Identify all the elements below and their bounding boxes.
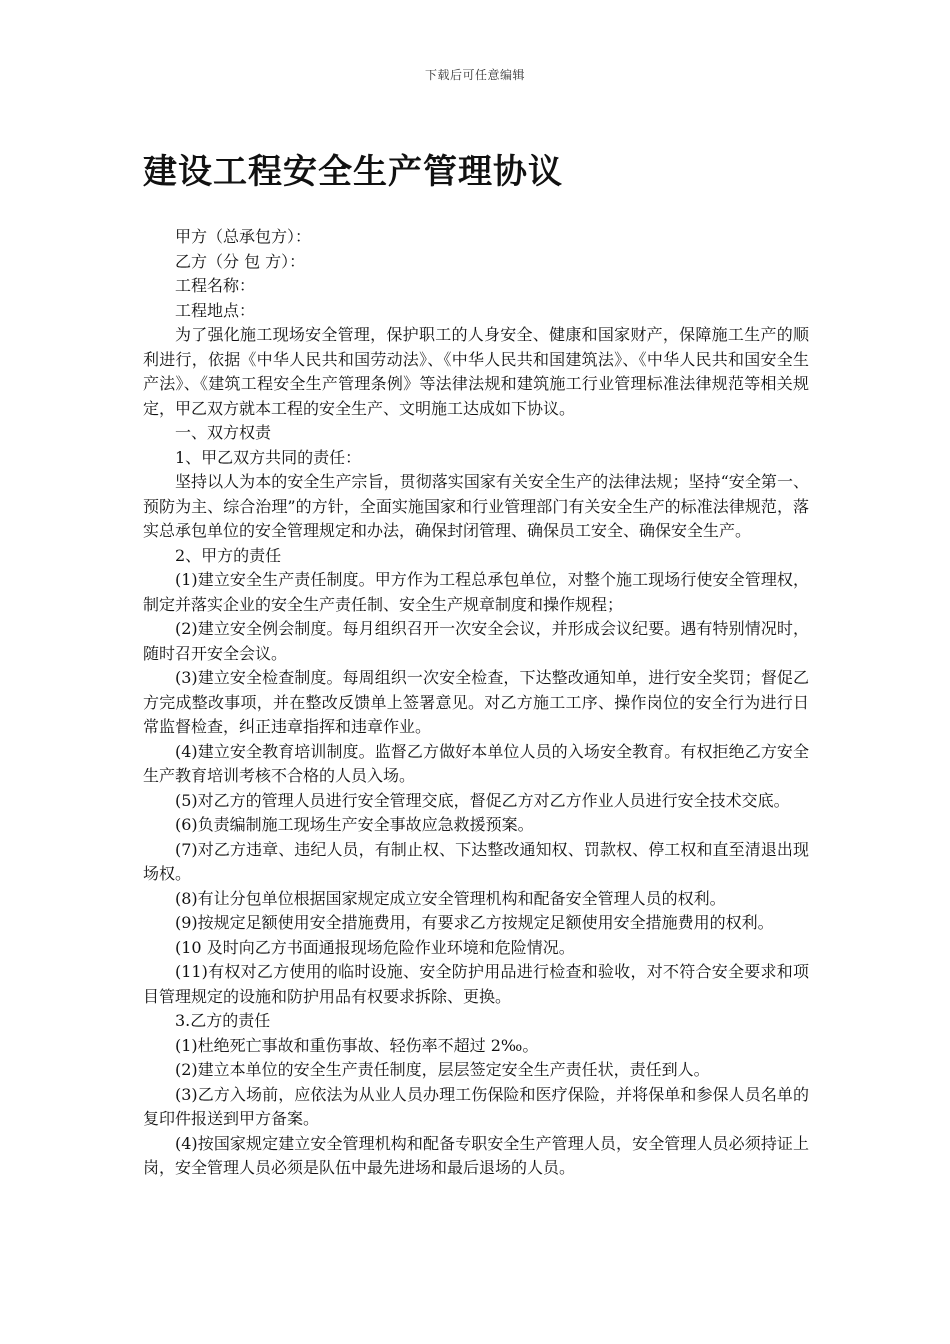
subsection-heading-party-a: 2、甲方的责任 [175,545,282,565]
joint-responsibility-paragraph: 坚持以人为本的安全生产宗旨，贯彻落实国家有关安全生产的法律法规；坚持“安全第一、预防为主、综合治理”的方针，全面实施国家和行业管理部门有关安全生产的标准法律规范，落实总承包单位的安全管理规定和办法，确保封闭管理、确保员工安全、确保安全生产。 [143,472,809,540]
clause-paragraph: (3)建立安全检查制度。每周组织一次安全检查，下达整改通知单，进行安全奖罚；督促乙方完成整改事项，并在整改反馈单上签署意见。对乙方施工工序、操作岗位的安全行为进行日常监督检查，纠正违章指挥和违章作业。 [143,668,809,736]
party-a-line: 甲方（总承包方）： [175,227,312,246]
clause-paragraph: (4)按国家规定建立安全管理机构和配备专职安全生产管理人员，安全管理人员必须持证上岗，安全管理人员必须是队伍中最先进场和最后退场的人员。 [143,1133,809,1177]
clause-paragraph: (7)对乙方违章、违纪人员，有制止权、下达整改通知权、罚款权、停工权和直至清退出现场权。 [143,839,809,883]
clause-paragraph: (1)建立安全生产责任制度。甲方作为工程总承包单位，对整个施工现场行使安全管理权，制定并落实企业的安全生产责任制、安全生产规章制度和操作规程； [143,570,809,614]
clause-paragraph: (2)建立安全例会制度。每月组织召开一次安全会议，并形成会议纪要。遇有特别情况时，随时召开安全会议。 [143,619,809,663]
project-name-line: 工程名称： [175,276,256,295]
clause-paragraph: (2)建立本单位的安全生产责任制度，层层签定安全生产责任状，责任到人。 [175,1060,710,1079]
clause-paragraph: (3)乙方入场前，应依法为从业人员办理工伤保险和医疗保险，并将保单和参保人员名单的复印件报送到甲方备案。 [143,1084,809,1128]
clause-paragraph: (9)按规定足额使用安全措施费用，有要求乙方按规定足额使用安全措施费用的权利。 [175,913,774,932]
document-body [143,225,809,1181]
clause-paragraph: (11)有权对乙方使用的临时设施、安全防护用品进行检查和验收，对不符合安全要求和项目管理规定的设施和防护用品有权要求拆除、更换。 [143,962,809,1006]
clause-paragraph: (1)杜绝死亡事故和重伤事故、轻伤率不超过 2‰。 [175,1035,539,1055]
subsection-heading-joint: 1、甲乙双方共同的责任： [175,447,362,467]
section-heading-rights: 一、双方权责 [175,423,272,442]
project-location-line: 工程地点： [175,300,256,320]
page-header-note: 下载后可任意编辑 [424,68,525,82]
party-b-line: 乙方（分 包 方）： [175,251,306,271]
clause-paragraph: (4)建立安全教育培训制度。监督乙方做好本单位人员的入场安全教育。有权拒绝乙方安全生产教育培训考核不合格的人员入场。 [143,741,809,785]
clause-paragraph: (6)负责编制施工现场生产安全事故应急救援预案。 [175,815,534,834]
clause-paragraph: (8)有让分包单位根据国家规定成立安全管理机构和配备安全管理人员的权利。 [175,888,726,908]
clause-paragraph: (10 及时向乙方书面通报现场危险作业环境和危险情况。 [175,937,575,957]
clause-paragraph: (5)对乙方的管理人员进行安全管理交底，督促乙方对乙方作业人员进行安全技术交底。 [175,790,790,810]
preamble-paragraph: 为了强化施工现场安全管理，保护职工的人身安全、健康和国家财产，保障施工生产的顺利进行，依据《中华人民共和国劳动法》、《中华人民共和国建筑法》、《中华人民共和国安全生产法》、《建筑工程安全生产管理条例》等法律法规和建筑施工行业管理标准法律规范等相关规定，甲乙双方就本工程的安全生产、文明施工达成如下协议。 [143,325,809,418]
document-title: 建设工程安全生产管理协议 [143,152,563,192]
subsection-heading-party-b: 3.乙方的责任 [175,1011,271,1030]
